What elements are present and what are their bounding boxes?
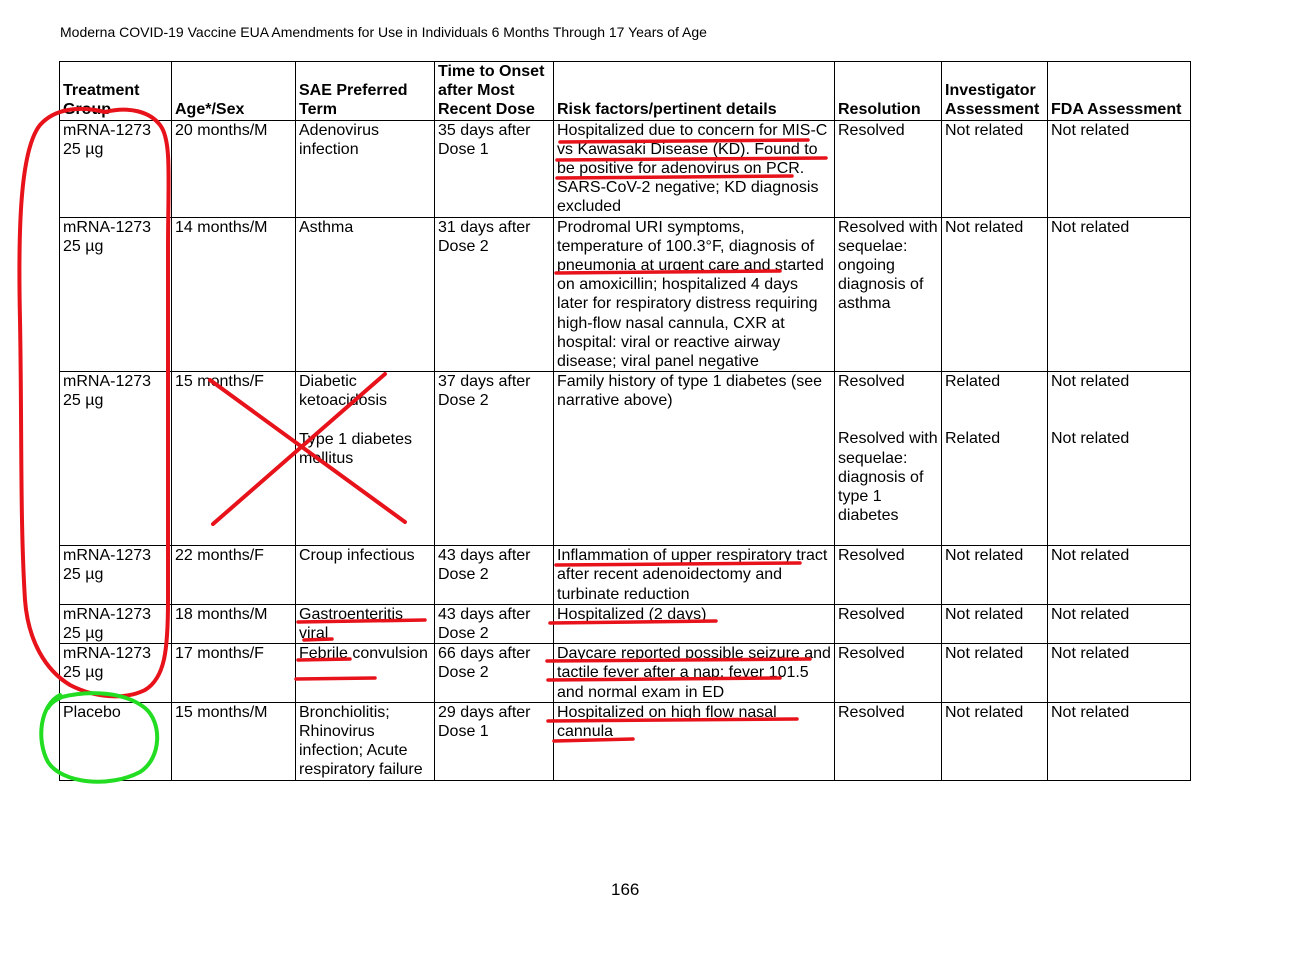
sae-term-primary: Diabetic ketoacidosis — [299, 373, 388, 410]
table-row — [60, 604, 1191, 643]
cell-investigator: Not related — [942, 546, 1048, 605]
cell-sae-term: Asthma — [296, 217, 435, 372]
cell-fda: Not related — [1048, 217, 1191, 372]
cell-age-sex: 22 months/F — [172, 546, 296, 605]
cell-details: Family history of type 1 diabetes (see narrative above) — [554, 372, 835, 546]
cell-resolution: Resolved — [835, 644, 942, 703]
fda-secondary: Not related — [1051, 430, 1130, 448]
cell-sae-term: Croup infectious — [296, 546, 435, 605]
cell-sae-term: Bronchiolitis; Rhinovirus infection; Acute respiratory failure — [296, 702, 435, 780]
cell-details: Inflammation of upper respiratory tract after recent adenoidectomy and turbinate reduction — [554, 546, 835, 605]
cell-investigator: Not related — [942, 702, 1048, 780]
resolution-primary: Resolved — [838, 373, 905, 391]
cell-resolution: Resolved — [835, 604, 942, 643]
cell-onset: 43 days after Dose 2 — [435, 546, 554, 605]
column-header: FDA Assessment — [1048, 62, 1191, 121]
cell-investigator — [942, 372, 1048, 546]
cell-fda — [1048, 372, 1191, 546]
cell-sae-term: Adenovirus infection — [296, 120, 435, 217]
cell-resolution — [835, 372, 942, 546]
cell-treatment-group: mRNA-1273 25 µg — [60, 644, 172, 703]
cell-investigator: Not related — [942, 120, 1048, 217]
cell-investigator: Not related — [942, 217, 1048, 372]
column-header: Investigator Assessment — [942, 62, 1048, 121]
document-header: Moderna COVID-19 Vaccine EUA Amendments for Use in Individuals 6 Months Through 17 Years of Age — [60, 24, 707, 40]
cell-onset: 31 days after Dose 2 — [435, 217, 554, 372]
investigator-secondary: Related — [945, 430, 1001, 448]
cell-onset: 37 days after Dose 2 — [435, 372, 554, 546]
cell-investigator: Not related — [942, 644, 1048, 703]
cell-sae-term: Gastroenteritis viral — [296, 604, 435, 643]
column-header: Resolution — [835, 62, 942, 121]
cell-resolution: Resolved — [835, 120, 942, 217]
cell-onset: 66 days after Dose 2 — [435, 644, 554, 703]
sae-table — [59, 61, 1191, 781]
cell-age-sex: 14 months/M — [172, 217, 296, 372]
cell-fda: Not related — [1048, 702, 1191, 780]
cell-investigator: Not related — [942, 604, 1048, 643]
cell-details: Hospitalized on high flow nasal cannula — [554, 702, 835, 780]
cell-fda: Not related — [1048, 120, 1191, 217]
cell-treatment-group: Placebo — [60, 702, 172, 780]
cell-treatment-group: mRNA-1273 25 µg — [60, 372, 172, 546]
column-header: Age*/Sex — [172, 62, 296, 121]
table-header-row — [60, 62, 1191, 121]
cell-details: Daycare reported possible seizure and tactile fever after a nap; fever 101.5 and normal exam in ED — [554, 644, 835, 703]
cell-resolution: Resolved with sequelae: ongoing diagnosis of asthma — [835, 217, 942, 372]
cell-onset: 35 days after Dose 1 — [435, 120, 554, 217]
cell-age-sex: 20 months/M — [172, 120, 296, 217]
table-row — [60, 217, 1191, 372]
cell-resolution: Resolved — [835, 546, 942, 605]
fda-primary: Not related — [1051, 373, 1130, 391]
cell-treatment-group: mRNA-1273 25 µg — [60, 546, 172, 605]
cell-onset: 29 days after Dose 1 — [435, 702, 554, 780]
column-header: Risk factors/pertinent details — [554, 62, 835, 121]
column-header: Treatment Group — [60, 62, 172, 121]
cell-resolution: Resolved — [835, 702, 942, 780]
cell-sae-term: Febrile convulsion — [296, 644, 435, 703]
column-header: SAE Preferred Term — [296, 62, 435, 121]
table-row — [60, 546, 1191, 605]
cell-details: Prodromal URI symptoms, temperature of 100.3°F, diagnosis of pneumonia at urgent care and started on amoxicillin; hospitalized 4 days later for respiratory distress requiring high-flow nasal cannula, CXR at hospital: viral or reactive airway disease; viral panel negative — [554, 217, 835, 372]
column-header: Time to Onset after Most Recent Dose — [435, 62, 554, 121]
cell-age-sex: 15 months/F — [172, 372, 296, 546]
cell-treatment-group: mRNA-1273 25 µg — [60, 120, 172, 217]
cell-sae-term — [296, 372, 435, 546]
cell-details: Hospitalized (2 days) — [554, 604, 835, 643]
cell-treatment-group: mRNA-1273 25 µg — [60, 604, 172, 643]
table-row — [60, 644, 1191, 703]
cell-fda: Not related — [1048, 604, 1191, 643]
table-row — [60, 120, 1191, 217]
sae-term-secondary: Type 1 diabetes mellitus — [299, 430, 412, 467]
cell-onset: 43 days after Dose 2 — [435, 604, 554, 643]
page-number: 166 — [611, 880, 640, 899]
cell-fda: Not related — [1048, 644, 1191, 703]
table-row — [60, 702, 1191, 780]
cell-fda: Not related — [1048, 546, 1191, 605]
resolution-secondary: Resolved with sequelae: diagnosis of type 1 diabetes — [838, 430, 938, 525]
cell-age-sex: 15 months/M — [172, 702, 296, 780]
investigator-primary: Related — [945, 373, 1001, 391]
cell-treatment-group: mRNA-1273 25 µg — [60, 217, 172, 372]
table-row — [60, 372, 1191, 546]
cell-age-sex: 17 months/F — [172, 644, 296, 703]
cell-age-sex: 18 months/M — [172, 604, 296, 643]
cell-details: Hospitalized due to concern for MIS-C vs Kawasaki Disease (KD). Found to be positive for adenovirus on PCR. SARS-CoV-2 negative; KD diagnosis excluded — [554, 120, 835, 217]
